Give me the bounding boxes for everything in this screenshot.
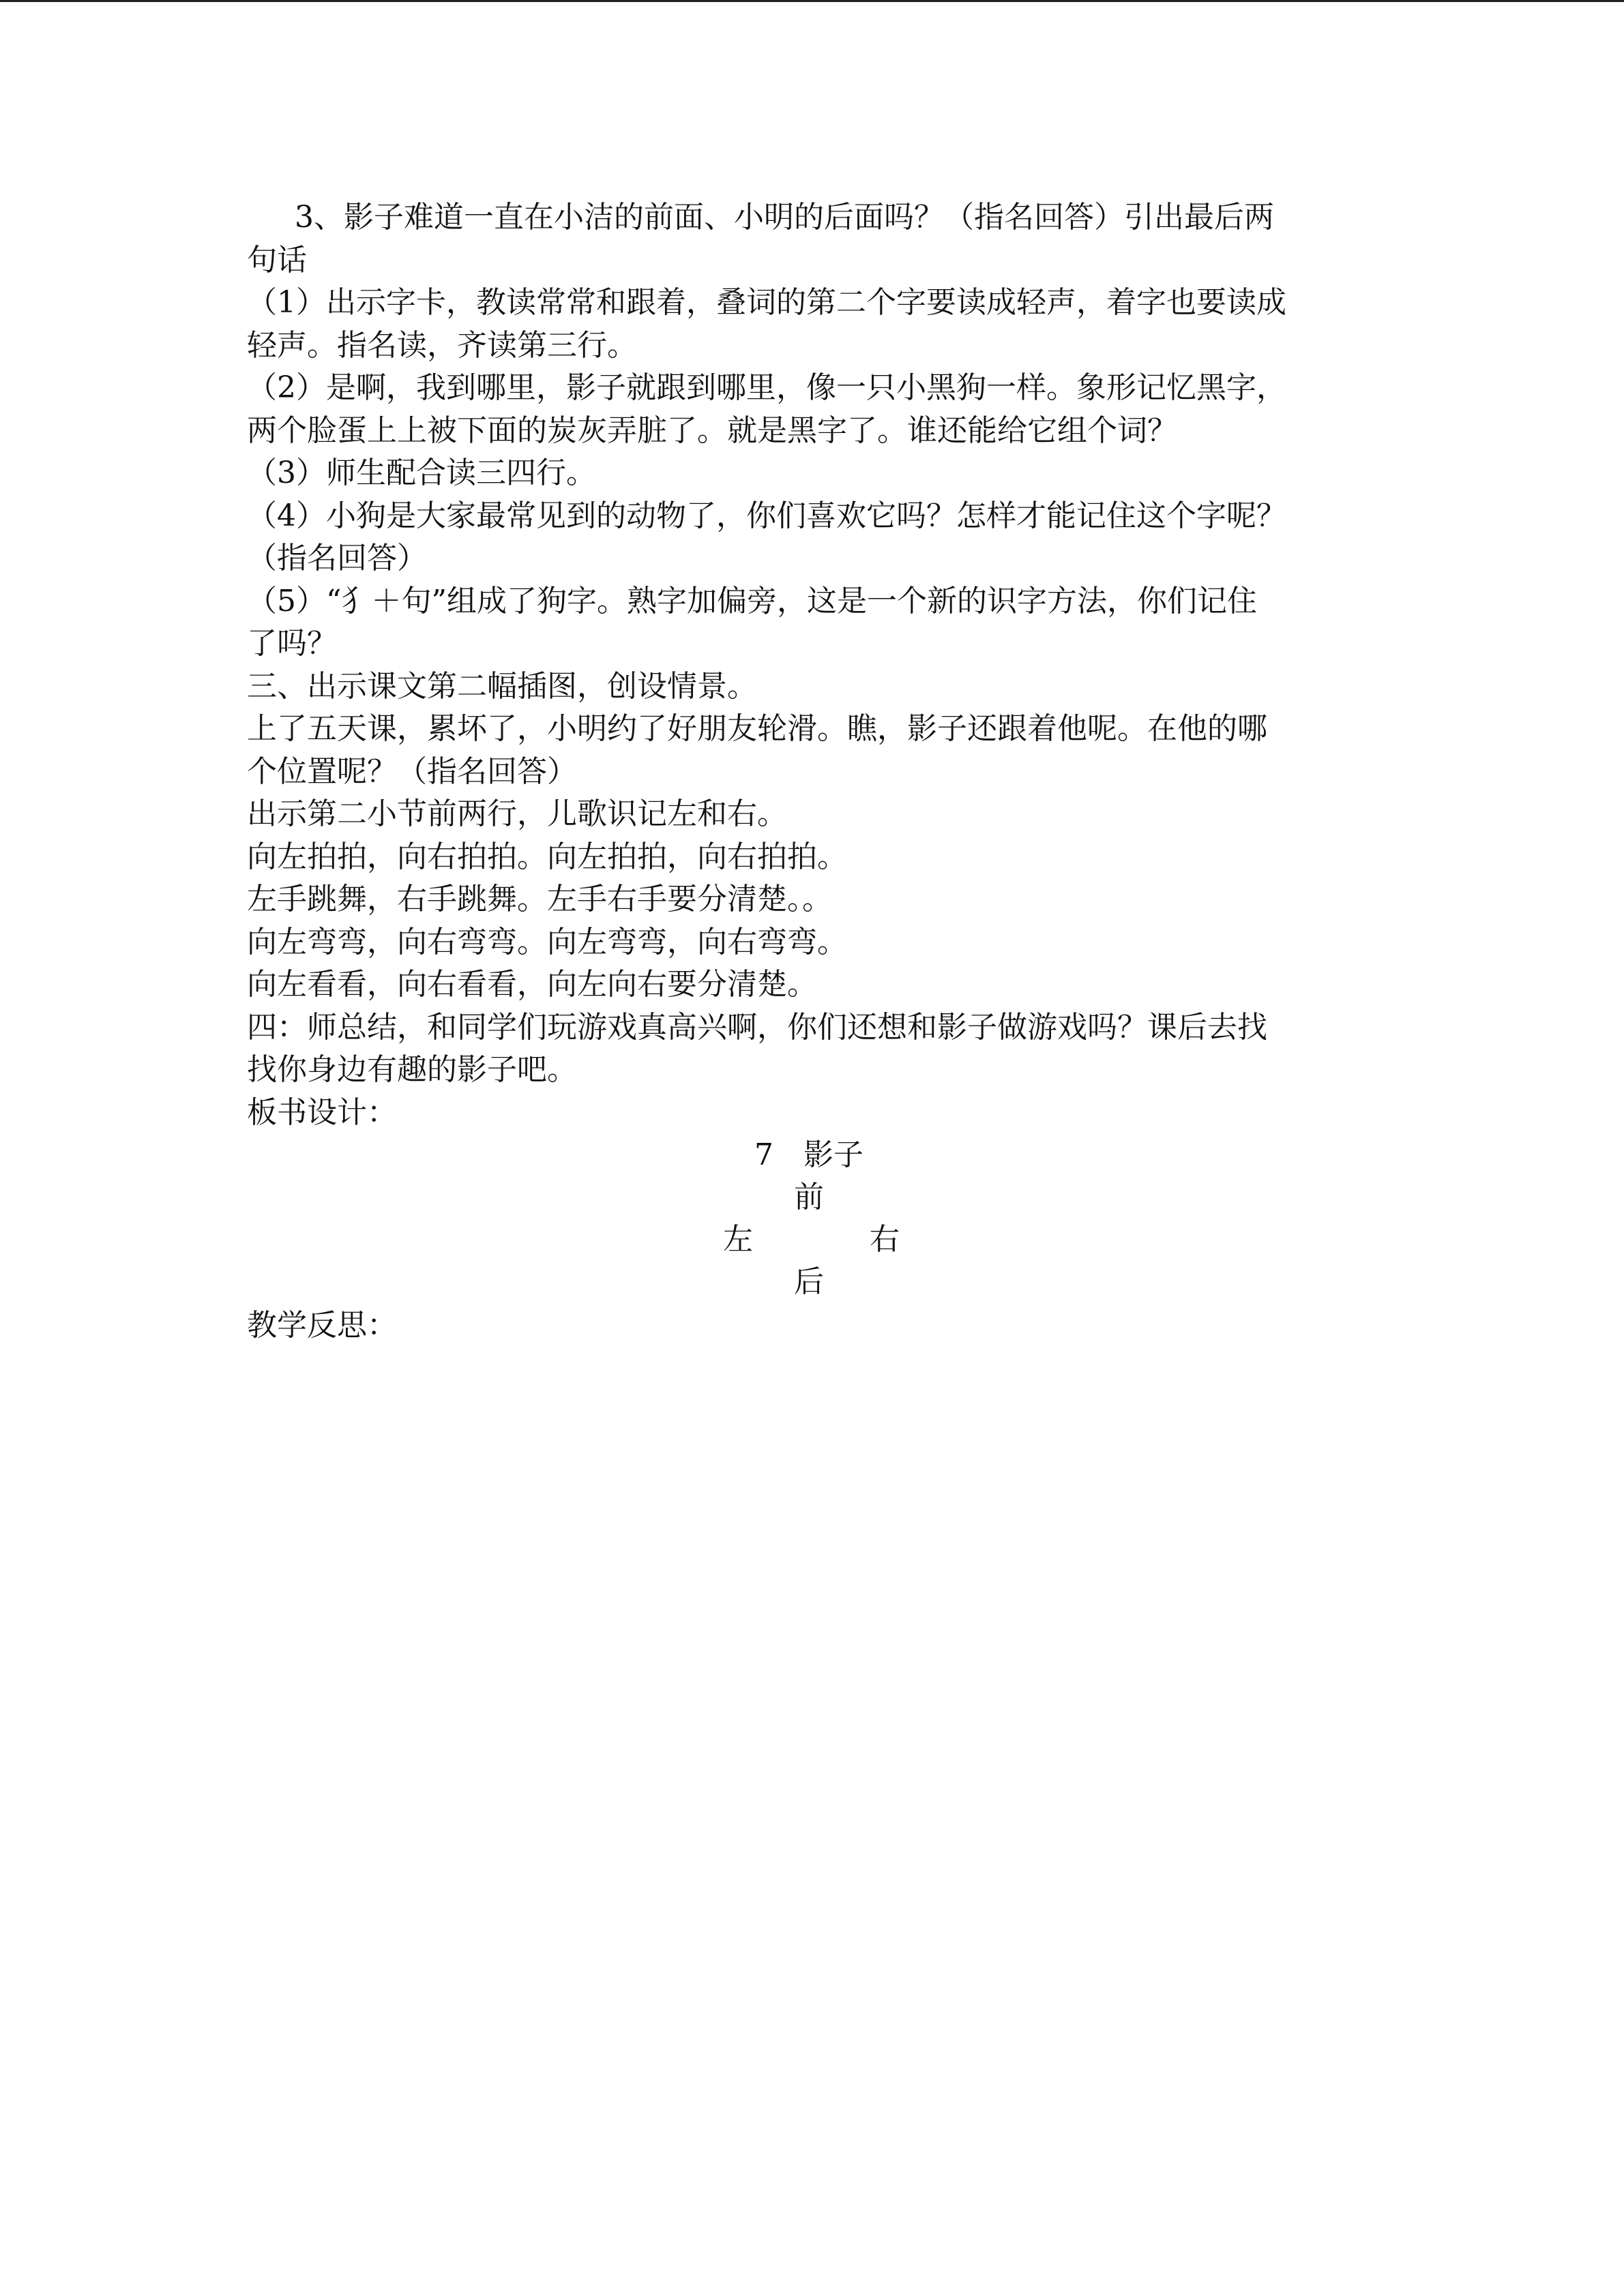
section-heading: 四：师总结，和同学们玩游戏真高兴啊，你们还想和影子做游戏吗？课后去找 <box>247 1009 1267 1045</box>
paragraph-line: 3、影子难道一直在小洁的前面、小明的后面吗？（指名回答）引出最后两 <box>295 200 1274 235</box>
rhyme-line: 向左拍拍，向右拍拍。向左拍拍，向右拍拍。 <box>247 839 847 874</box>
page-top-border <box>0 0 1624 2</box>
paragraph-line: （4）小狗是大家最常见到的动物了，你们喜欢它吗？怎样才能记住这个字呢？ <box>247 498 1286 533</box>
section-heading: 三、出示课文第二幅插图，创设情景。 <box>247 668 757 704</box>
rhyme-line: 向左看看，向右看看，向左向右要分清楚。 <box>247 967 817 1002</box>
board-right: 右 <box>870 1222 900 1257</box>
paragraph-line: （1）出示字卡，教读常常和跟着，叠词的第二个字要读成轻声，着字也要读成 <box>247 285 1286 320</box>
board-front: 前 <box>794 1180 824 1214</box>
rhyme-line: 左手跳舞，右手跳舞。左手右手要分清楚。。 <box>247 882 832 916</box>
board-design-label: 板书设计： <box>247 1094 397 1130</box>
paragraph-line: （2）是啊，我到哪里，影子就跟到哪里，像一只小黑狗一样。象形记忆黑字， <box>247 370 1286 405</box>
paragraph-line: 上了五天课，累坏了，小明约了好朋友轮滑。瞧，影子还跟着他呢。在他的哪 <box>247 711 1267 746</box>
paragraph-line: （指名回答） <box>247 541 427 576</box>
paragraph-line: 轻声。指名读，齐读第三行。 <box>247 327 637 363</box>
paragraph-line: （3）师生配合读三四行。 <box>247 456 596 490</box>
paragraph-line: 个位置呢？（指名回答） <box>247 754 577 789</box>
reflection-label: 教学反思： <box>247 1308 397 1343</box>
board-title: 7 影子 <box>754 1137 863 1172</box>
document-body <box>247 196 1379 1347</box>
paragraph-line: 两个脸蛋上上被下面的炭灰弄脏了。就是黑字了。谁还能给它组个词？ <box>247 413 1177 448</box>
paragraph-line: 了吗？ <box>247 626 337 661</box>
paragraph-line: （5）“犭＋句”组成了狗字。熟字加偏旁，这是一个新的识字方法，你们记住 <box>247 583 1257 618</box>
board-left: 左 <box>723 1222 753 1257</box>
board-design <box>247 1134 1379 1304</box>
rhyme-line: 向左弯弯，向右弯弯。向左弯弯，向右弯弯。 <box>247 924 847 959</box>
paragraph-line: 出示第二小节前两行，儿歌识记左和右。 <box>247 796 787 831</box>
paragraph-line: 找你身边有趣的影子吧。 <box>247 1052 577 1087</box>
board-back: 后 <box>794 1264 824 1299</box>
paragraph-line: 句话 <box>247 242 307 278</box>
